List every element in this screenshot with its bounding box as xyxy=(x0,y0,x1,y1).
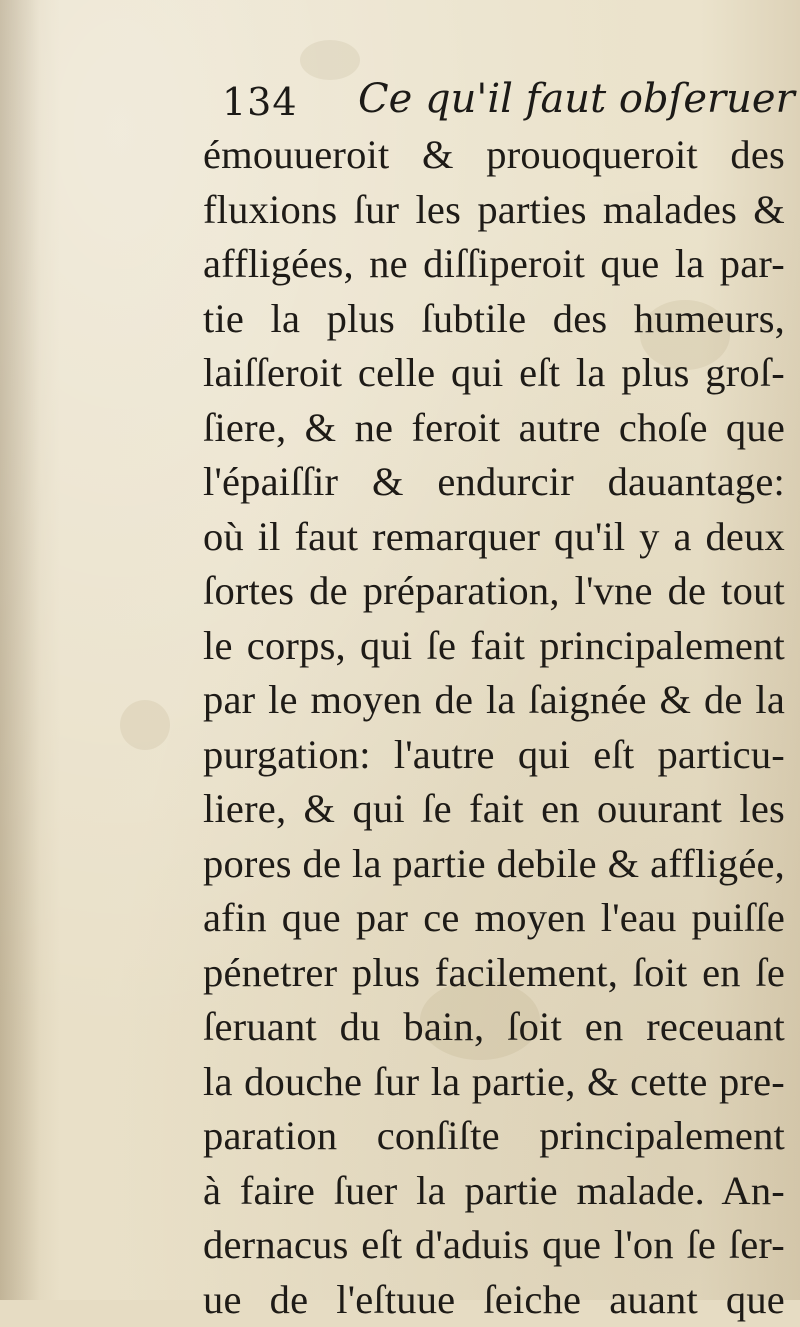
text-line: la douche ſur la partie, & cette pre- xyxy=(203,1055,785,1110)
text-line: laiſſeroit celle qui eſt la plus groſ- xyxy=(203,346,785,401)
text-line: purgation: l'autre qui eſt particu- xyxy=(203,728,785,783)
text-line: le corps, qui ſe fait principalement xyxy=(203,619,785,674)
page-number: 134 xyxy=(222,80,298,124)
body-text xyxy=(203,128,785,1327)
text-line: où il faut remarquer qu'il y a deux xyxy=(203,510,785,565)
text-line: ſiere, & ne feroit autre choſe que xyxy=(203,401,785,456)
text-line: dernacus eſt d'aduis que l'on ſe ſer- xyxy=(203,1218,785,1273)
text-line: affligées, ne diſſiperoit que la par- xyxy=(203,237,785,292)
text-line: ue de l'eſtuue ſeiche auant que xyxy=(203,1273,785,1327)
text-line: afin que par ce moyen l'eau puiſſe xyxy=(203,891,785,946)
text-line: liere, & qui ſe fait en ouurant les xyxy=(203,782,785,837)
text-line: pores de la partie debile & affligée, xyxy=(203,837,785,892)
text-line: ſortes de préparation, l'vne de tout xyxy=(203,564,785,619)
text-line: l'épaiſſir & endurcir dauantage: xyxy=(203,455,785,510)
text-line: paration conſiſte principalement xyxy=(203,1109,785,1164)
text-line: fluxions ſur les parties malades & xyxy=(203,183,785,238)
page-gutter-shadow xyxy=(0,0,40,1300)
running-head: Ce qu'il faut obſeruer xyxy=(358,76,795,122)
text-line: par le moyen de la ſaignée & de la xyxy=(203,673,785,728)
text-line: tie la plus ſubtile des humeurs, xyxy=(203,292,785,347)
text-line: pénetrer plus facilement, ſoit en ſe xyxy=(203,946,785,1001)
text-line: émouueroit & prouoqueroit des xyxy=(203,128,785,183)
text-line: ſeruant du bain, ſoit en receuant xyxy=(203,1000,785,1055)
page-header xyxy=(222,72,702,130)
text-line: à faire ſuer la partie malade. An- xyxy=(203,1164,785,1219)
